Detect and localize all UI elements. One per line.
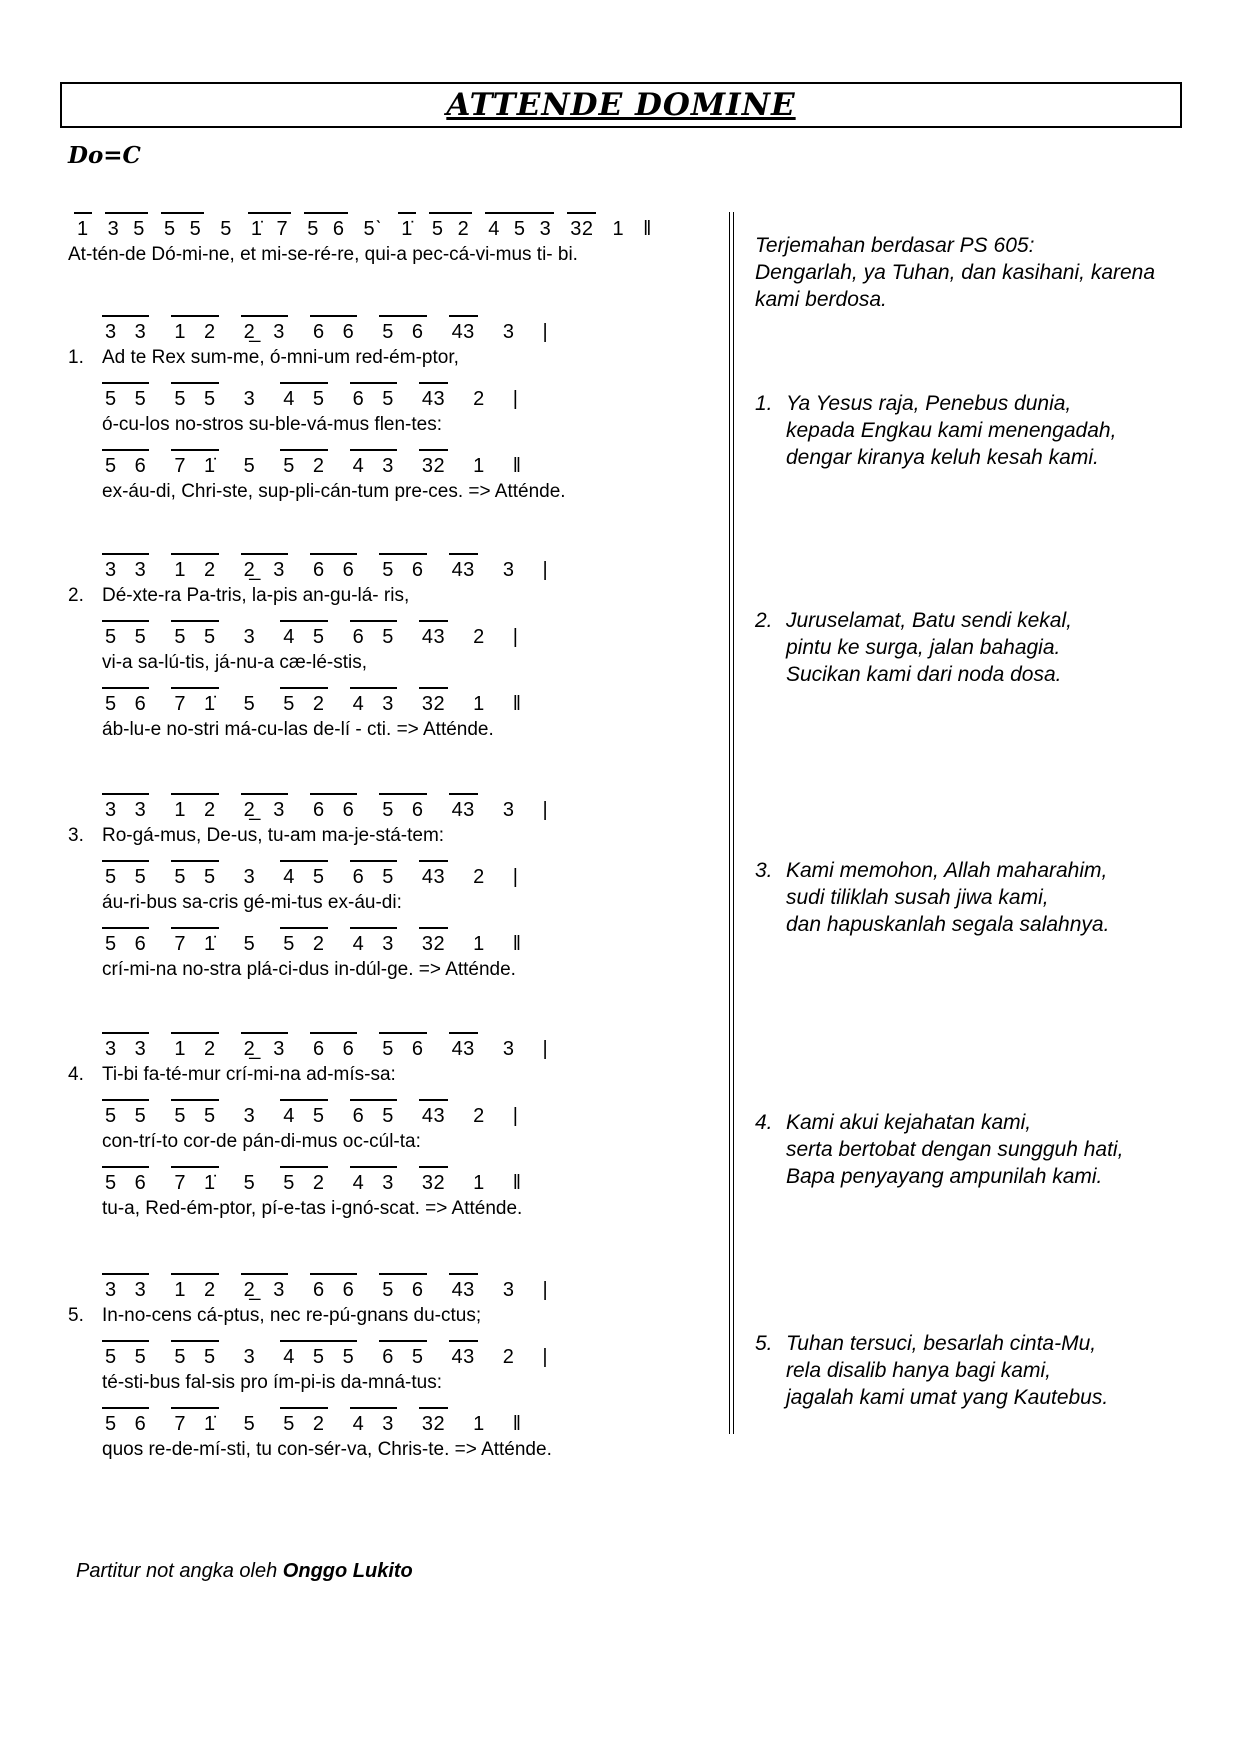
translation-number: [755, 884, 786, 911]
note-group: 43: [449, 1032, 478, 1060]
barline: ‖: [512, 455, 522, 477]
verse-number: 5.: [68, 1305, 84, 1326]
translation-line: [755, 1330, 1195, 1357]
note-group: 6 5: [350, 620, 397, 648]
notation-line: [68, 553, 678, 581]
translation-line: [755, 857, 1195, 884]
note-group: 32: [419, 927, 448, 955]
translation-text: Juruselamat, Batu sendi kekal,: [786, 609, 1072, 632]
note-group: 7 1̇: [171, 449, 218, 477]
barline: |: [512, 1105, 519, 1127]
lyric-line: [68, 480, 678, 503]
note-group: 5ˋ: [363, 218, 383, 240]
verse-block: [68, 1273, 678, 1474]
note-group: 1: [473, 1413, 485, 1435]
lyric-line: [68, 1438, 678, 1461]
note-group: 1: [612, 218, 625, 240]
translation-line: [755, 390, 1195, 417]
translation-text: rela disalib hanya bagi kami,: [786, 1359, 1051, 1382]
translation-item: [755, 390, 1195, 471]
translation-text: Bapa penyayang ampunilah kami.: [786, 1165, 1103, 1188]
music-system: [68, 1407, 678, 1461]
verse-number: [68, 1197, 102, 1220]
music-system: [68, 620, 678, 674]
note-group: 2: [473, 626, 485, 648]
music-system: [68, 1099, 678, 1153]
note-group: 3 5: [105, 212, 148, 240]
note-group: 1: [74, 212, 92, 240]
note-group: 2: [473, 1105, 485, 1127]
note-group: 4 5: [280, 620, 327, 648]
note-group: 6 6: [310, 315, 357, 343]
verse-number: [68, 413, 102, 436]
verse-number: [68, 1371, 102, 1394]
barline: ‖: [512, 1413, 522, 1435]
verse-number: [68, 718, 102, 741]
lyric-text: Ro-gá-mus, De-us, tu-am ma-je-stá-tem:: [102, 825, 445, 846]
music-system: [68, 793, 678, 847]
lyric-text: At-tén-de Dó-mi-ne, et mi-se-ré-re, qui-a pec-cá-vi-mus ti- bi.: [68, 244, 578, 265]
verse-block: [68, 315, 678, 516]
note-group: 5 6: [102, 687, 149, 715]
note-group: 7 1̇: [171, 687, 218, 715]
note-group: 3: [502, 799, 515, 821]
note-group: 3: [502, 321, 515, 343]
note-group: 3 3: [102, 1032, 149, 1060]
note-group: 4 5: [280, 382, 327, 410]
footer-author: Onggo Lukito: [282, 1560, 413, 1582]
note-group: 7 1̇: [171, 1407, 218, 1435]
note-group: 5 6: [102, 1407, 149, 1435]
barline: |: [542, 321, 549, 343]
lyric-text: ó-cu-los no-stros su-ble-vá-mus flen-tes:: [102, 414, 442, 435]
music-system: [68, 382, 678, 436]
note-group: 3: [502, 559, 515, 581]
verse-block: [68, 553, 678, 754]
note-group: 2: [473, 866, 485, 888]
notation-line: [68, 1340, 678, 1368]
verse-block: [68, 1032, 678, 1233]
lyric-text: quos re-de-mí-sti, tu con-sér-va, Chris-te. => Atténde.: [102, 1439, 552, 1460]
notation-line: [68, 315, 678, 343]
note-group: 5 2: [280, 449, 327, 477]
verse-number: [68, 958, 102, 981]
translation-number: 3.: [755, 859, 773, 882]
note-group: 3: [502, 1038, 515, 1060]
verse-number: 1.: [68, 347, 84, 368]
lyric-line: [68, 1063, 678, 1086]
translation-line: kami berdosa.: [755, 288, 887, 311]
note-group: 3: [243, 1346, 256, 1368]
translation-text: Ya Yesus raja, Penebus dunia,: [786, 392, 1072, 415]
translation-line: [755, 1384, 1195, 1411]
translation-number: [755, 1136, 786, 1163]
note-group: 6 5: [350, 860, 397, 888]
note-group: 7 1̇: [171, 1166, 218, 1194]
barline: |: [512, 388, 519, 410]
notation-line: [68, 620, 678, 648]
lyric-text: In-no-cens cá-ptus, nec re-pú-gnans du-ctus;: [102, 1305, 482, 1326]
music-system: [68, 1032, 678, 1086]
translation-number: 4.: [755, 1111, 773, 1134]
note-group: 1: [473, 693, 485, 715]
note-group: 32: [419, 449, 448, 477]
translation-line: [755, 444, 1195, 471]
verse-number: [68, 891, 102, 914]
note-group: 5 2: [280, 1407, 327, 1435]
note-group: 1 2: [171, 1273, 218, 1301]
note-group: 4 5: [280, 860, 327, 888]
note-group: 32: [419, 1407, 448, 1435]
note-group: 5 6: [102, 1166, 149, 1194]
lyric-line: [68, 346, 678, 369]
translation-line: [755, 911, 1195, 938]
translation-number: [755, 1163, 786, 1190]
note-group: 2̲ 3: [241, 315, 288, 343]
note-group: 6 6: [310, 553, 357, 581]
note-group: 2̲ 3: [241, 1032, 288, 1060]
note-group: 4 3: [350, 449, 397, 477]
note-group: 5: [243, 455, 256, 477]
note-group: 1: [473, 933, 485, 955]
barline: ‖: [643, 218, 652, 240]
note-group: 4 3: [350, 927, 397, 955]
barline: ‖: [512, 693, 522, 715]
translation-line: Dengarlah, ya Tuhan, dan kasihani, karena: [755, 261, 1156, 284]
translation-line: [755, 1136, 1195, 1163]
translation-line: [755, 1109, 1195, 1136]
barline: |: [542, 799, 549, 821]
music-system: [68, 449, 678, 503]
lyric-line: [68, 651, 678, 674]
lyric-line: [68, 718, 678, 741]
music-system: [68, 212, 678, 266]
chorus-block: [68, 212, 678, 279]
note-group: 5 5: [102, 620, 149, 648]
page-title: ATTENDE DOMINE: [446, 87, 796, 123]
barline: |: [542, 1038, 549, 1060]
notation-line: [68, 1273, 678, 1301]
translation-text: Kami memohon, Allah maharahim,: [786, 859, 1108, 882]
note-group: 5 5: [102, 382, 149, 410]
music-system: [68, 1166, 678, 1220]
note-group: 5 5: [171, 382, 218, 410]
note-group: 1̇ 7: [248, 212, 291, 240]
note-group: 43: [449, 793, 478, 821]
barline: |: [542, 1346, 549, 1368]
note-group: 3: [243, 388, 256, 410]
translation-text: sudi tiliklah susah jiwa kami,: [786, 886, 1049, 909]
lyric-text: tu-a, Red-ém-ptor, pí-e-tas i-gnó-scat. => Atténde.: [102, 1198, 523, 1219]
translation-text: Sucikan kami dari noda dosa.: [786, 663, 1062, 686]
key-signature: Do=C: [68, 142, 141, 169]
note-group: 5: [220, 218, 232, 240]
note-group: 43: [449, 1273, 478, 1301]
verse-number: 2.: [68, 585, 84, 606]
note-group: 5 5: [171, 860, 218, 888]
note-group: 5 6: [379, 315, 426, 343]
notation-line: [68, 382, 678, 410]
translation-text: dengar kiranya keluh kesah kami.: [786, 446, 1099, 469]
music-system: [68, 315, 678, 369]
translation-text: kepada Engkau kami menengadah,: [786, 419, 1117, 442]
music-system: [68, 1340, 678, 1394]
note-group: 3 3: [102, 553, 149, 581]
note-group: 3 3: [102, 315, 149, 343]
note-group: 5 6: [304, 212, 347, 240]
translation-line: [755, 661, 1195, 688]
barline: ‖: [512, 1172, 522, 1194]
translation-line: [755, 607, 1195, 634]
lyric-line: [68, 1130, 678, 1153]
lyric-text: áb-lu-e no-stri má-cu-las de-lí - cti. => Atténde.: [102, 719, 494, 740]
translation-item: [755, 1109, 1195, 1190]
barline: |: [542, 559, 549, 581]
lyric-text: Ti-bi fa-té-mur crí-mi-na ad-mís-sa:: [102, 1064, 396, 1085]
translation-number: [755, 417, 786, 444]
notation-line: [68, 927, 678, 955]
verse-number: [68, 480, 102, 503]
note-group: 5 5: [171, 1099, 218, 1127]
note-group: 3 3: [102, 1273, 149, 1301]
title-box: [60, 82, 1182, 128]
note-group: 1 2: [171, 1032, 218, 1060]
note-group: 43: [419, 620, 448, 648]
note-group: 2: [502, 1346, 515, 1368]
translation-line: [755, 634, 1195, 661]
notation-line: [68, 212, 678, 240]
note-group: 5 6: [102, 449, 149, 477]
note-group: 1 2: [171, 793, 218, 821]
note-group: 5 2: [280, 927, 327, 955]
note-group: 4 3: [350, 687, 397, 715]
notation-line: [68, 1166, 678, 1194]
note-group: 3: [243, 866, 256, 888]
note-group: 5 5: [102, 1340, 149, 1368]
note-group: 5 6: [102, 927, 149, 955]
lyric-text: té-sti-bus fal-sis pro ím-pi-is da-mná-tus:: [102, 1372, 442, 1393]
note-group: 43: [419, 1099, 448, 1127]
notation-line: [68, 860, 678, 888]
note-group: 5 5: [102, 860, 149, 888]
note-group: 4 3: [350, 1166, 397, 1194]
barline: |: [512, 866, 519, 888]
music-system: [68, 553, 678, 607]
translation-line: [755, 1357, 1195, 1384]
note-group: 6 6: [310, 1032, 357, 1060]
translation-text: dan hapuskanlah segala salahnya.: [786, 913, 1110, 936]
note-group: 5 6: [379, 793, 426, 821]
translation-line: [755, 1163, 1195, 1190]
note-group: 1 2: [171, 315, 218, 343]
note-group: 32: [419, 687, 448, 715]
translation-number: 1.: [755, 392, 773, 415]
note-group: 6 5: [350, 382, 397, 410]
verse-number: [68, 1130, 102, 1153]
verse-number: [68, 651, 102, 674]
note-group: 3: [502, 1279, 515, 1301]
notation-line: [68, 449, 678, 477]
notation-line: [68, 1407, 678, 1435]
lyric-line: [68, 1371, 678, 1394]
note-group: 5 2: [280, 1166, 327, 1194]
lyric-line: [68, 413, 678, 436]
translation-number: [755, 634, 786, 661]
note-group: 6 5: [350, 1099, 397, 1127]
note-group: 43: [449, 553, 478, 581]
note-group: 5: [243, 1413, 256, 1435]
note-group: 43: [449, 1340, 478, 1368]
note-group: 5 5: [161, 212, 204, 240]
translation-number: [755, 661, 786, 688]
translation-text: Tuhan tersuci, besarlah cinta-Mu,: [786, 1332, 1097, 1355]
note-group: 4 3: [350, 1407, 397, 1435]
note-group: 5 5: [171, 1340, 218, 1368]
translation-item: [755, 1330, 1195, 1411]
note-group: 5 2: [280, 687, 327, 715]
lyric-line: [68, 584, 678, 607]
lyric-text: áu-ri-bus sa-cris gé-mi-tus ex-áu-di:: [102, 892, 402, 913]
note-group: 6 6: [310, 1273, 357, 1301]
footer-credit: [76, 1560, 413, 1583]
lyric-text: vi-a sa-lú-tis, já-nu-a cæ-lé-stis,: [102, 652, 367, 673]
music-system: [68, 927, 678, 981]
note-group: 5 6: [379, 1032, 426, 1060]
translation-number: [755, 911, 786, 938]
note-group: 43: [419, 860, 448, 888]
barline: ‖: [512, 933, 522, 955]
lyric-line: [68, 243, 678, 266]
translation-number: [755, 1357, 786, 1384]
translation-text: pintu ke surga, jalan bahagia.: [786, 636, 1061, 659]
translation-text: serta bertobat dengan sungguh hati,: [786, 1138, 1124, 1161]
barline: |: [542, 1279, 549, 1301]
translation-number: 5.: [755, 1332, 773, 1355]
lyric-line: [68, 891, 678, 914]
note-group: 5: [243, 693, 256, 715]
lyric-text: Ad te Rex sum-me, ó-mni-um red-ém-ptor,: [102, 347, 459, 368]
music-system: [68, 1273, 678, 1327]
note-group: 3 3: [102, 793, 149, 821]
verse-number: 4.: [68, 1064, 84, 1085]
translation-text: Kami akui kejahatan kami,: [786, 1111, 1032, 1134]
note-group: 32: [419, 1166, 448, 1194]
note-group: 5 5: [171, 620, 218, 648]
notation-line: [68, 687, 678, 715]
note-group: 1: [473, 1172, 485, 1194]
lyric-line: [68, 958, 678, 981]
translation-header: [755, 232, 1195, 313]
note-group: 2̲ 3: [241, 553, 288, 581]
note-group: 2̲ 3: [241, 1273, 288, 1301]
note-group: 5 6: [379, 553, 426, 581]
verse-block: [68, 793, 678, 994]
note-group: 3: [243, 626, 256, 648]
note-group: 43: [449, 315, 478, 343]
note-group: 5: [243, 933, 256, 955]
barline: |: [512, 626, 519, 648]
note-group: 1 2: [171, 553, 218, 581]
verse-number: [68, 1438, 102, 1461]
note-group: 7 1̇: [171, 927, 218, 955]
column-divider: [729, 212, 734, 1434]
note-group: 4 5 3: [485, 212, 554, 240]
verse-number: 3.: [68, 825, 84, 846]
translation-number: [755, 1384, 786, 1411]
translation-number: [755, 444, 786, 471]
translation-number: 2.: [755, 609, 773, 632]
translation-item: [755, 857, 1195, 938]
notation-line: [68, 793, 678, 821]
lyric-text: crí-mi-na no-stra plá-ci-dus in-dúl-ge. => Atténde.: [102, 959, 516, 980]
note-group: 2̲ 3: [241, 793, 288, 821]
note-group: 32: [567, 212, 596, 240]
note-group: 1: [473, 455, 485, 477]
note-group: 2: [473, 388, 485, 410]
note-group: 3: [243, 1105, 256, 1127]
lyric-line: [68, 1197, 678, 1220]
lyric-text: ex-áu-di, Chri-ste, sup-pli-cán-tum pre-ces. => Atténde.: [102, 481, 566, 502]
music-system: [68, 860, 678, 914]
lyric-text: con-trí-to cor-de pán-di-mus oc-cúl-ta:: [102, 1131, 421, 1152]
music-system: [68, 687, 678, 741]
note-group: 6 6: [310, 793, 357, 821]
footer-text: Partitur not angka oleh: [76, 1560, 283, 1582]
notation-line: [68, 1032, 678, 1060]
lyric-text: Dé-xte-ra Pa-tris, la-pis an-gu-lá- ris,: [102, 585, 410, 606]
note-group: 4 5 5: [280, 1340, 357, 1368]
note-group: 1̇: [398, 212, 416, 240]
note-group: 5 5: [102, 1099, 149, 1127]
translation-text: jagalah kami umat yang Kautebus.: [786, 1386, 1109, 1409]
translation-line: [755, 417, 1195, 444]
note-group: 5 2: [429, 212, 472, 240]
notation-line: [68, 1099, 678, 1127]
translation-line: [755, 884, 1195, 911]
note-group: 6 5: [379, 1340, 426, 1368]
translation-line: Terjemahan berdasar PS 605:: [755, 234, 1035, 257]
note-group: 4 5: [280, 1099, 327, 1127]
note-group: 5: [243, 1172, 256, 1194]
note-group: 5 6: [379, 1273, 426, 1301]
translation-item: [755, 607, 1195, 688]
note-group: 43: [419, 382, 448, 410]
lyric-line: [68, 1304, 678, 1327]
lyric-line: [68, 824, 678, 847]
